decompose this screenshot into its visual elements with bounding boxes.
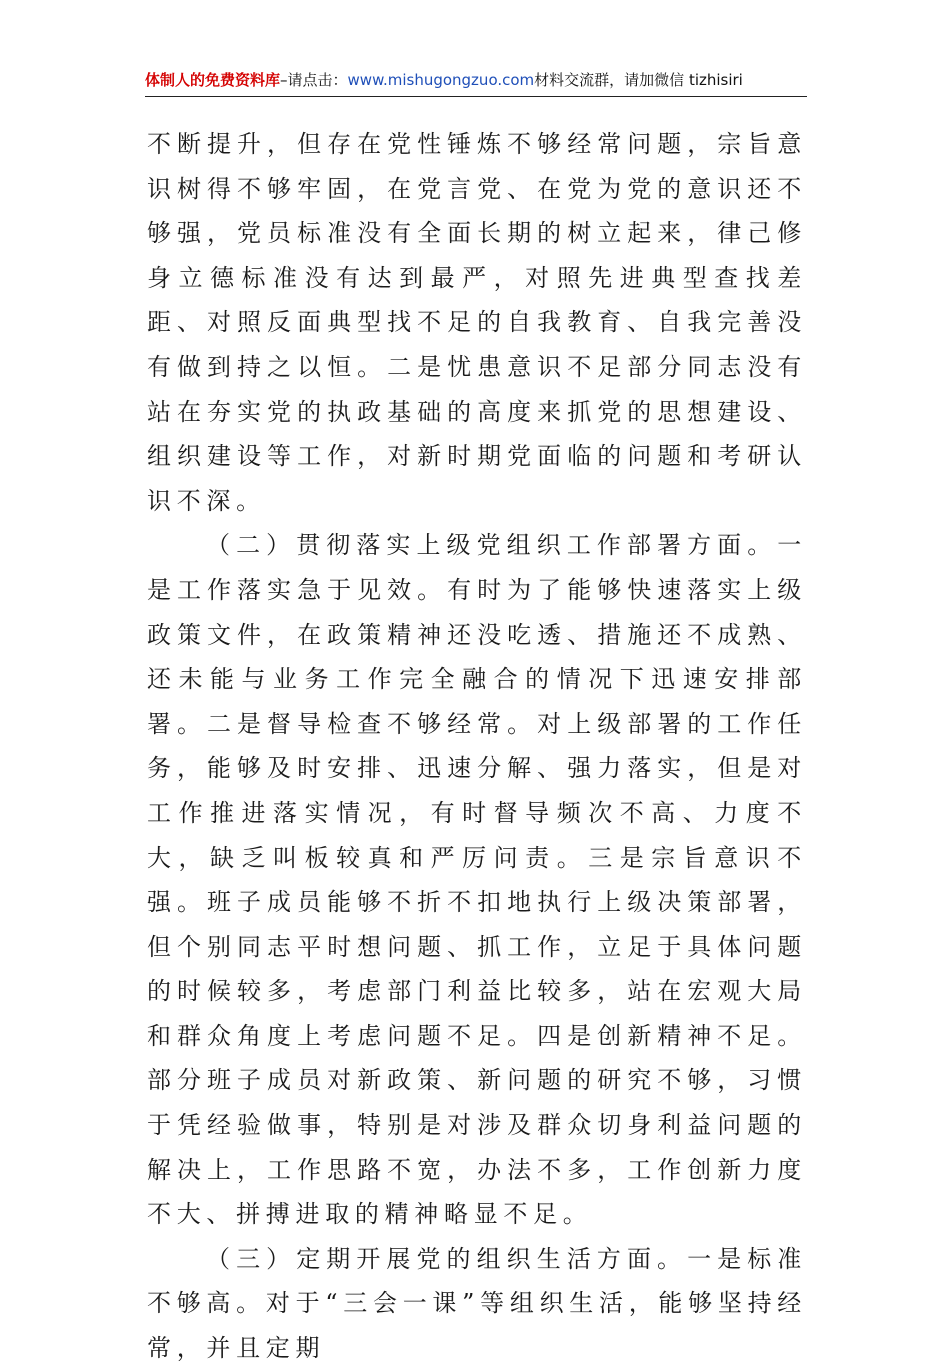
header-link[interactable]: www.mishugongzuo.com xyxy=(347,71,535,89)
header-prompt: –请点击： xyxy=(280,71,348,89)
paragraph-continued: 不断提升，但存在党性锤炼不够经常问题，宗旨意识树得不够牢固，在党言党、在党为党的意识还不够强，党员标准没有全面长期的树立起来，律己修身立德标准没有达到最严，对照先进典型查找差距、对照反面典型找不足的自我教育、自我完善没有做到持之以恒。二是忧患意识不足部分同志没有站在夯实党的执政基础的高度来抓党的思想建设、组织建设等工作，对新时期党面临的问题和考研认识不深。 xyxy=(147,130,807,515)
page-header xyxy=(145,68,807,97)
document-body xyxy=(147,122,807,1371)
header-note: 材料交流群，请加微信 tizhisiri xyxy=(534,71,743,89)
paragraph-section-three: （三）定期开展党的组织生活方面。一是标准不够高。对于“三会一课”等组织生活，能够坚持经常，并且定期 xyxy=(147,1244,807,1363)
header-brand: 体制人的免费资料库 xyxy=(145,71,281,89)
paragraph-section-two: （二）贯彻落实上级党组织工作部署方面。一是工作落实急于见效。有时为了能够快速落实上级政策文件，在政策精神还没吃透、措施还不成熟、还未能与业务工作完全融合的情况下迅速安排部署。二是督导检查不够经常。对上级部署的工作任务，能够及时安排、迅速分解、强力落实，但是对工作推进落实情况，有时督导频次不高、力度不大，缺乏叫板较真和严厉问责。三是宗旨意识不强。班子成员能够不折不扣地执行上级决策部署，但个别同志平时想问题、抓工作，立足于具体问题的时候较多，考虑部门利益比较多，站在宏观大局和群众角度上考虑问题不足。四是创新精神不足。部分班子成员对新政策、新问题的研究不够，习惯于凭经验做事，特别是对涉及群众切身利益问题的解决上，工作思路不宽，办法不多，工作创新力度不大、拼搏进取的精神略显不足。 xyxy=(147,531,807,1229)
